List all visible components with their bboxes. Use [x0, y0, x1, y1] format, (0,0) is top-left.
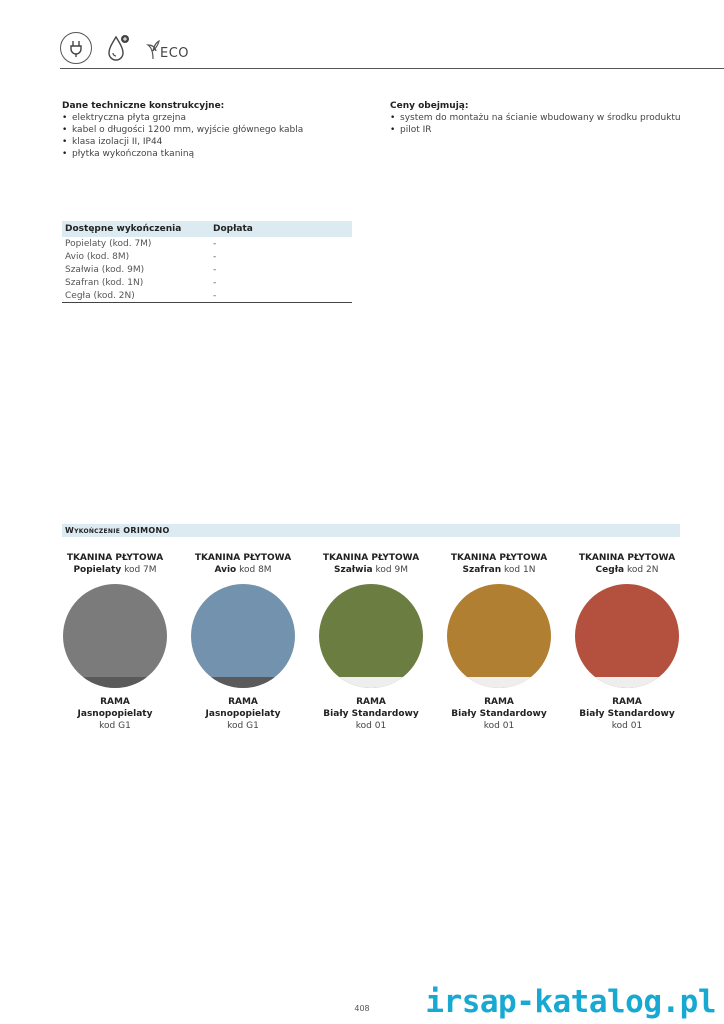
frame-strip	[63, 677, 167, 688]
fabric-label: TKANINA PŁYTOWA	[322, 553, 420, 563]
fabric-name: Cegła	[595, 565, 625, 575]
frame-label: RAMA	[356, 697, 386, 707]
prices-title: Ceny obejmują:	[390, 101, 469, 111]
fabric-name: Popielaty	[73, 565, 122, 575]
frame-label: RAMA	[228, 697, 258, 707]
orimono-section-title: Wykończenie ORIMONO	[62, 524, 680, 537]
frame-code: kod 01	[611, 721, 643, 731]
frame-name: Biały Standardowy	[323, 709, 419, 719]
frame-strip	[575, 677, 679, 688]
finish-surcharge: -	[210, 289, 352, 303]
frame-code: kod 01	[483, 721, 515, 731]
frame-name: Jasnopopielaty	[205, 709, 281, 719]
specs-list	[62, 112, 382, 160]
fabric-code: kod 8M	[239, 565, 272, 575]
frame-name: Biały Standardowy	[579, 709, 675, 719]
plug-icon	[60, 32, 92, 64]
finish-name: Szałwia (kod. 9M)	[65, 264, 145, 275]
swatch-card	[568, 552, 686, 732]
fabric-code: kod 7M	[124, 565, 157, 575]
frame-strip	[191, 677, 295, 688]
prices-list	[390, 112, 710, 136]
color-swatch	[447, 584, 551, 688]
swatch-card	[312, 552, 430, 732]
header-icons	[60, 30, 189, 66]
header-divider	[60, 68, 724, 69]
list-item: • klasa izolacji II, IP44	[62, 136, 382, 148]
table-row	[62, 263, 352, 276]
technical-specs	[62, 100, 382, 160]
swatch-card	[56, 552, 174, 732]
finish-surcharge: -	[213, 264, 217, 275]
table-row	[62, 250, 352, 263]
eco-label: ECO	[160, 46, 190, 61]
color-swatch	[63, 584, 167, 688]
color-swatch	[319, 584, 423, 688]
fabric-code: kod 2N	[627, 565, 659, 575]
swatch-card	[440, 552, 558, 732]
finish-name: Cegła (kod. 2N)	[62, 289, 210, 303]
finish-name: Popielaty (kod. 7M)	[65, 238, 152, 249]
frame-code: kod 01	[355, 721, 387, 731]
fabric-label: TKANINA PŁYTOWA	[66, 553, 164, 563]
fabric-code: kod 1N	[504, 565, 536, 575]
fabric-label: TKANINA PŁYTOWA	[578, 553, 676, 563]
table-row	[62, 237, 352, 250]
frame-strip	[319, 677, 423, 688]
frame-label: RAMA	[612, 697, 642, 707]
list-item: • kabel o długości 1200 mm, wyjście głównego kabla	[62, 124, 382, 136]
frame-name: Jasnopopielaty	[77, 709, 153, 719]
swatch-card	[184, 552, 302, 732]
fabric-code: kod 9M	[375, 565, 408, 575]
finish-surcharge: -	[213, 238, 217, 249]
column-header: Dopłata	[210, 221, 352, 237]
list-item: • elektryczna płyta grzejna	[62, 112, 382, 124]
table-header-row	[62, 221, 352, 237]
table-row	[62, 276, 352, 289]
price-includes	[390, 100, 710, 136]
finish-surcharge: -	[213, 251, 217, 262]
column-header: Dostępne wykończenia	[62, 221, 210, 237]
watermark-link[interactable]: irsap-katalog.pl	[425, 984, 716, 1020]
fabric-label: TKANINA PŁYTOWA	[194, 553, 292, 563]
swatch-list	[56, 552, 686, 732]
fabric-name: Szafran	[462, 565, 502, 575]
page-number: 408	[354, 1004, 370, 1013]
finish-surcharge: -	[213, 277, 217, 288]
finish-name: Avio (kod. 8M)	[65, 251, 130, 262]
frame-label: RAMA	[484, 697, 514, 707]
finishes-table	[62, 221, 352, 303]
fabric-name: Avio	[214, 565, 237, 575]
frame-code: kod G1	[99, 721, 131, 731]
frame-name: Biały Standardowy	[451, 709, 547, 719]
fabric-name: Szałwia	[334, 565, 373, 575]
frame-strip	[447, 677, 551, 688]
frame-code: kod G1	[227, 721, 259, 731]
specs-title: Dane techniczne konstrukcyjne:	[62, 101, 225, 111]
finish-name: Szafran (kod. 1N)	[65, 277, 144, 288]
eco-leaf-icon	[146, 35, 189, 61]
water-drop-icon	[102, 32, 134, 64]
list-item: • pilot IR	[390, 124, 710, 136]
frame-label: RAMA	[100, 697, 130, 707]
color-swatch	[191, 584, 295, 688]
table-row	[62, 289, 352, 303]
fabric-label: TKANINA PŁYTOWA	[450, 553, 548, 563]
list-item: • system do montażu na ścianie wbudowany w środku produktu	[390, 112, 710, 124]
color-swatch	[575, 584, 679, 688]
list-item: • płytka wykończona tkaniną	[62, 148, 382, 160]
